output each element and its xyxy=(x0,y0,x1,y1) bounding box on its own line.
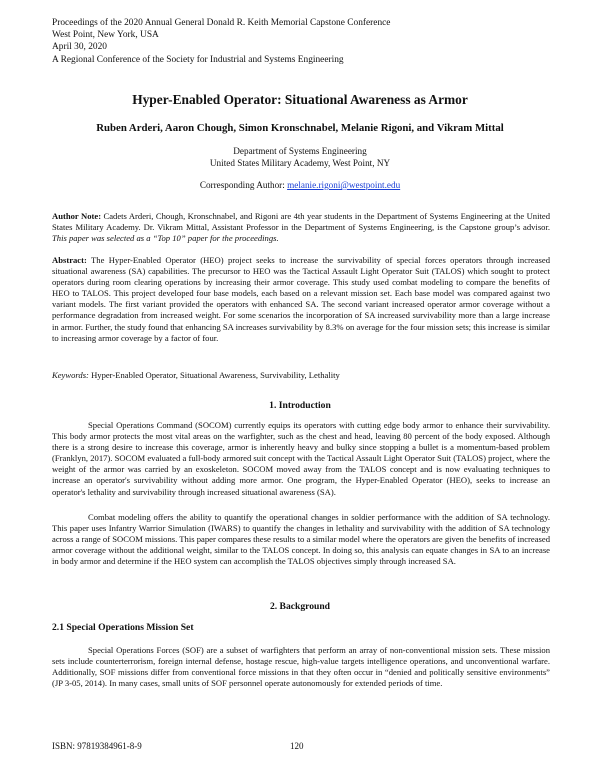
abstract-label: Abstract: xyxy=(52,255,87,265)
author-note-italic: This paper was selected as a “Top 10” paper for the proceedings. xyxy=(52,233,279,244)
corresponding-label: Corresponding Author: xyxy=(199,180,288,190)
author-note xyxy=(52,211,550,244)
header-line: Proceedings of the 2020 Annual General Donald R. Keith Memorial Capstone Conference xyxy=(52,18,391,28)
subsection-heading: 2.1 Special Operations Mission Set xyxy=(52,622,194,633)
keywords-label: Keywords: xyxy=(52,370,89,380)
header-line: April 30, 2020 xyxy=(52,42,107,53)
section-heading-introduction: 1. Introduction xyxy=(269,400,331,411)
corresponding-email-link[interactable]: melanie.rigoni@westpoint.edu xyxy=(287,180,401,190)
department: Department of Systems Engineering xyxy=(233,146,367,156)
page-number: 120 xyxy=(290,741,304,751)
intro-paragraph-2: Combat modeling offers the ability to quantify the operational changes in soldier performance with the addition of SA technology. This paper uses Infantry Warrior Simulation (IWARS) to quantify the changes in lethality and survivability with the addition of SA technology across a range of SOCOM missions. This paper compares these results to a similar model where the operators are given the benefits of increased armor coverage without the additional weight, similar to the TALOS concept. In doing so, this analysis can equate changes in SA to an increase in body armor and determine if the HEO system can accomplish the TALOS objectives simply through increased SA. xyxy=(52,512,550,567)
corresponding-author xyxy=(0,180,600,190)
header-line: West Point, New York, USA xyxy=(52,30,159,41)
author-note-label: Author Note: xyxy=(52,211,102,221)
author-note-text: Cadets Arderi, Chough, Kronschnabel, and Rigoni are 4th year students in the Department of Systems Engineering at the United States Military Academy. Dr. Vikram Mittal, Assistant Professor in the Department of Systems Engineering, is the Capstone group’s advisor. xyxy=(52,211,550,233)
isbn: ISBN: 97819384961-8-9 xyxy=(52,741,142,751)
intro-paragraph-1: Special Operations Command (SOCOM) currently equips its operators with cutting edge body armor to enhance their survivability. This body armor protects the most vital areas on the warfighter, such as the chest and head, leaving 80 percent of the body exposed. Although there is a strong desire to increase this coverage, armor is inherently heavy and bulky since stopping a bullet is a momentum-based problem (Franklyn, 2017). SOCOM evaluated a full-body armored suit concept with the Tactical Assault Light Operator Suit (TALOS) project, where the weight of the armor was carried by an exoskeleton. SOCOM moved away from the TALOS concept and is now evaluating techniques to increase an operator's survivability without adding more armor. One program, the Hyper-Enabled Operator (HEO), seeks to increase an operator's lethality and survivability through increased situational awareness (SA). xyxy=(52,420,550,497)
keywords xyxy=(52,370,550,381)
section-heading-background: 2. Background xyxy=(269,601,331,612)
abstract-text: The Hyper-Enabled Operator (HEO) project seeks to increase the survivability of special forces operators through increased situational awareness (SA) capabilities. The precursor to HEO was the Tactical Assault Light Operator Suit (TALOS) which sought to protect operators during room clearing operations by increasing their armor coverage. This study used combat modeling to compare the benefits of HEO to TALOS. This project developed four base models, each based on a relevant mission set. Each base model was compared against two variant models. The first variant provided the operators with enhanced SA. The second variant increased operator armor coverage without a performance degradation from increased weight. For some scenarios the incorporation of SA increased survivability more than a large increase in armor. Further, the study found that enhancing SA increases survivability by 8.3% on average for the four mission sets; this increase is similar to increasing armor coverage by a factor of four. xyxy=(52,255,550,343)
paper-title: Hyper-Enabled Operator: Situational Awareness as Armor xyxy=(132,92,468,107)
keywords-text: Hyper-Enabled Operator, Situational Awareness, Survivability, Lethality xyxy=(88,370,340,380)
affiliation xyxy=(0,145,600,169)
abstract xyxy=(52,255,550,344)
conference-header xyxy=(52,17,390,66)
institution: United States Military Academy, West Point, NY xyxy=(209,158,391,168)
author-list: Ruben Arderi, Aaron Chough, Simon Kronschnabel, Melanie Rigoni, and Vikram Mittal xyxy=(96,122,504,134)
header-line: A Regional Conference of the Society for Industrial and Systems Engineering xyxy=(52,54,344,65)
background-paragraph-1: Special Operations Forces (SOF) are a subset of warfighters that perform an array of non-conventional mission sets. These mission sets include counterterrorism, foreign internal defense, hostage rescue, high-value targets intelligence operations, and unconventional warfare. Additionally, SOF missions differ from conventional force missions in that they often occur in “denied and politically sensitive environments” (JP 3-05, 2014). In many cases, small units of SOF personnel operate autonomously for extended periods of time. xyxy=(52,645,550,689)
